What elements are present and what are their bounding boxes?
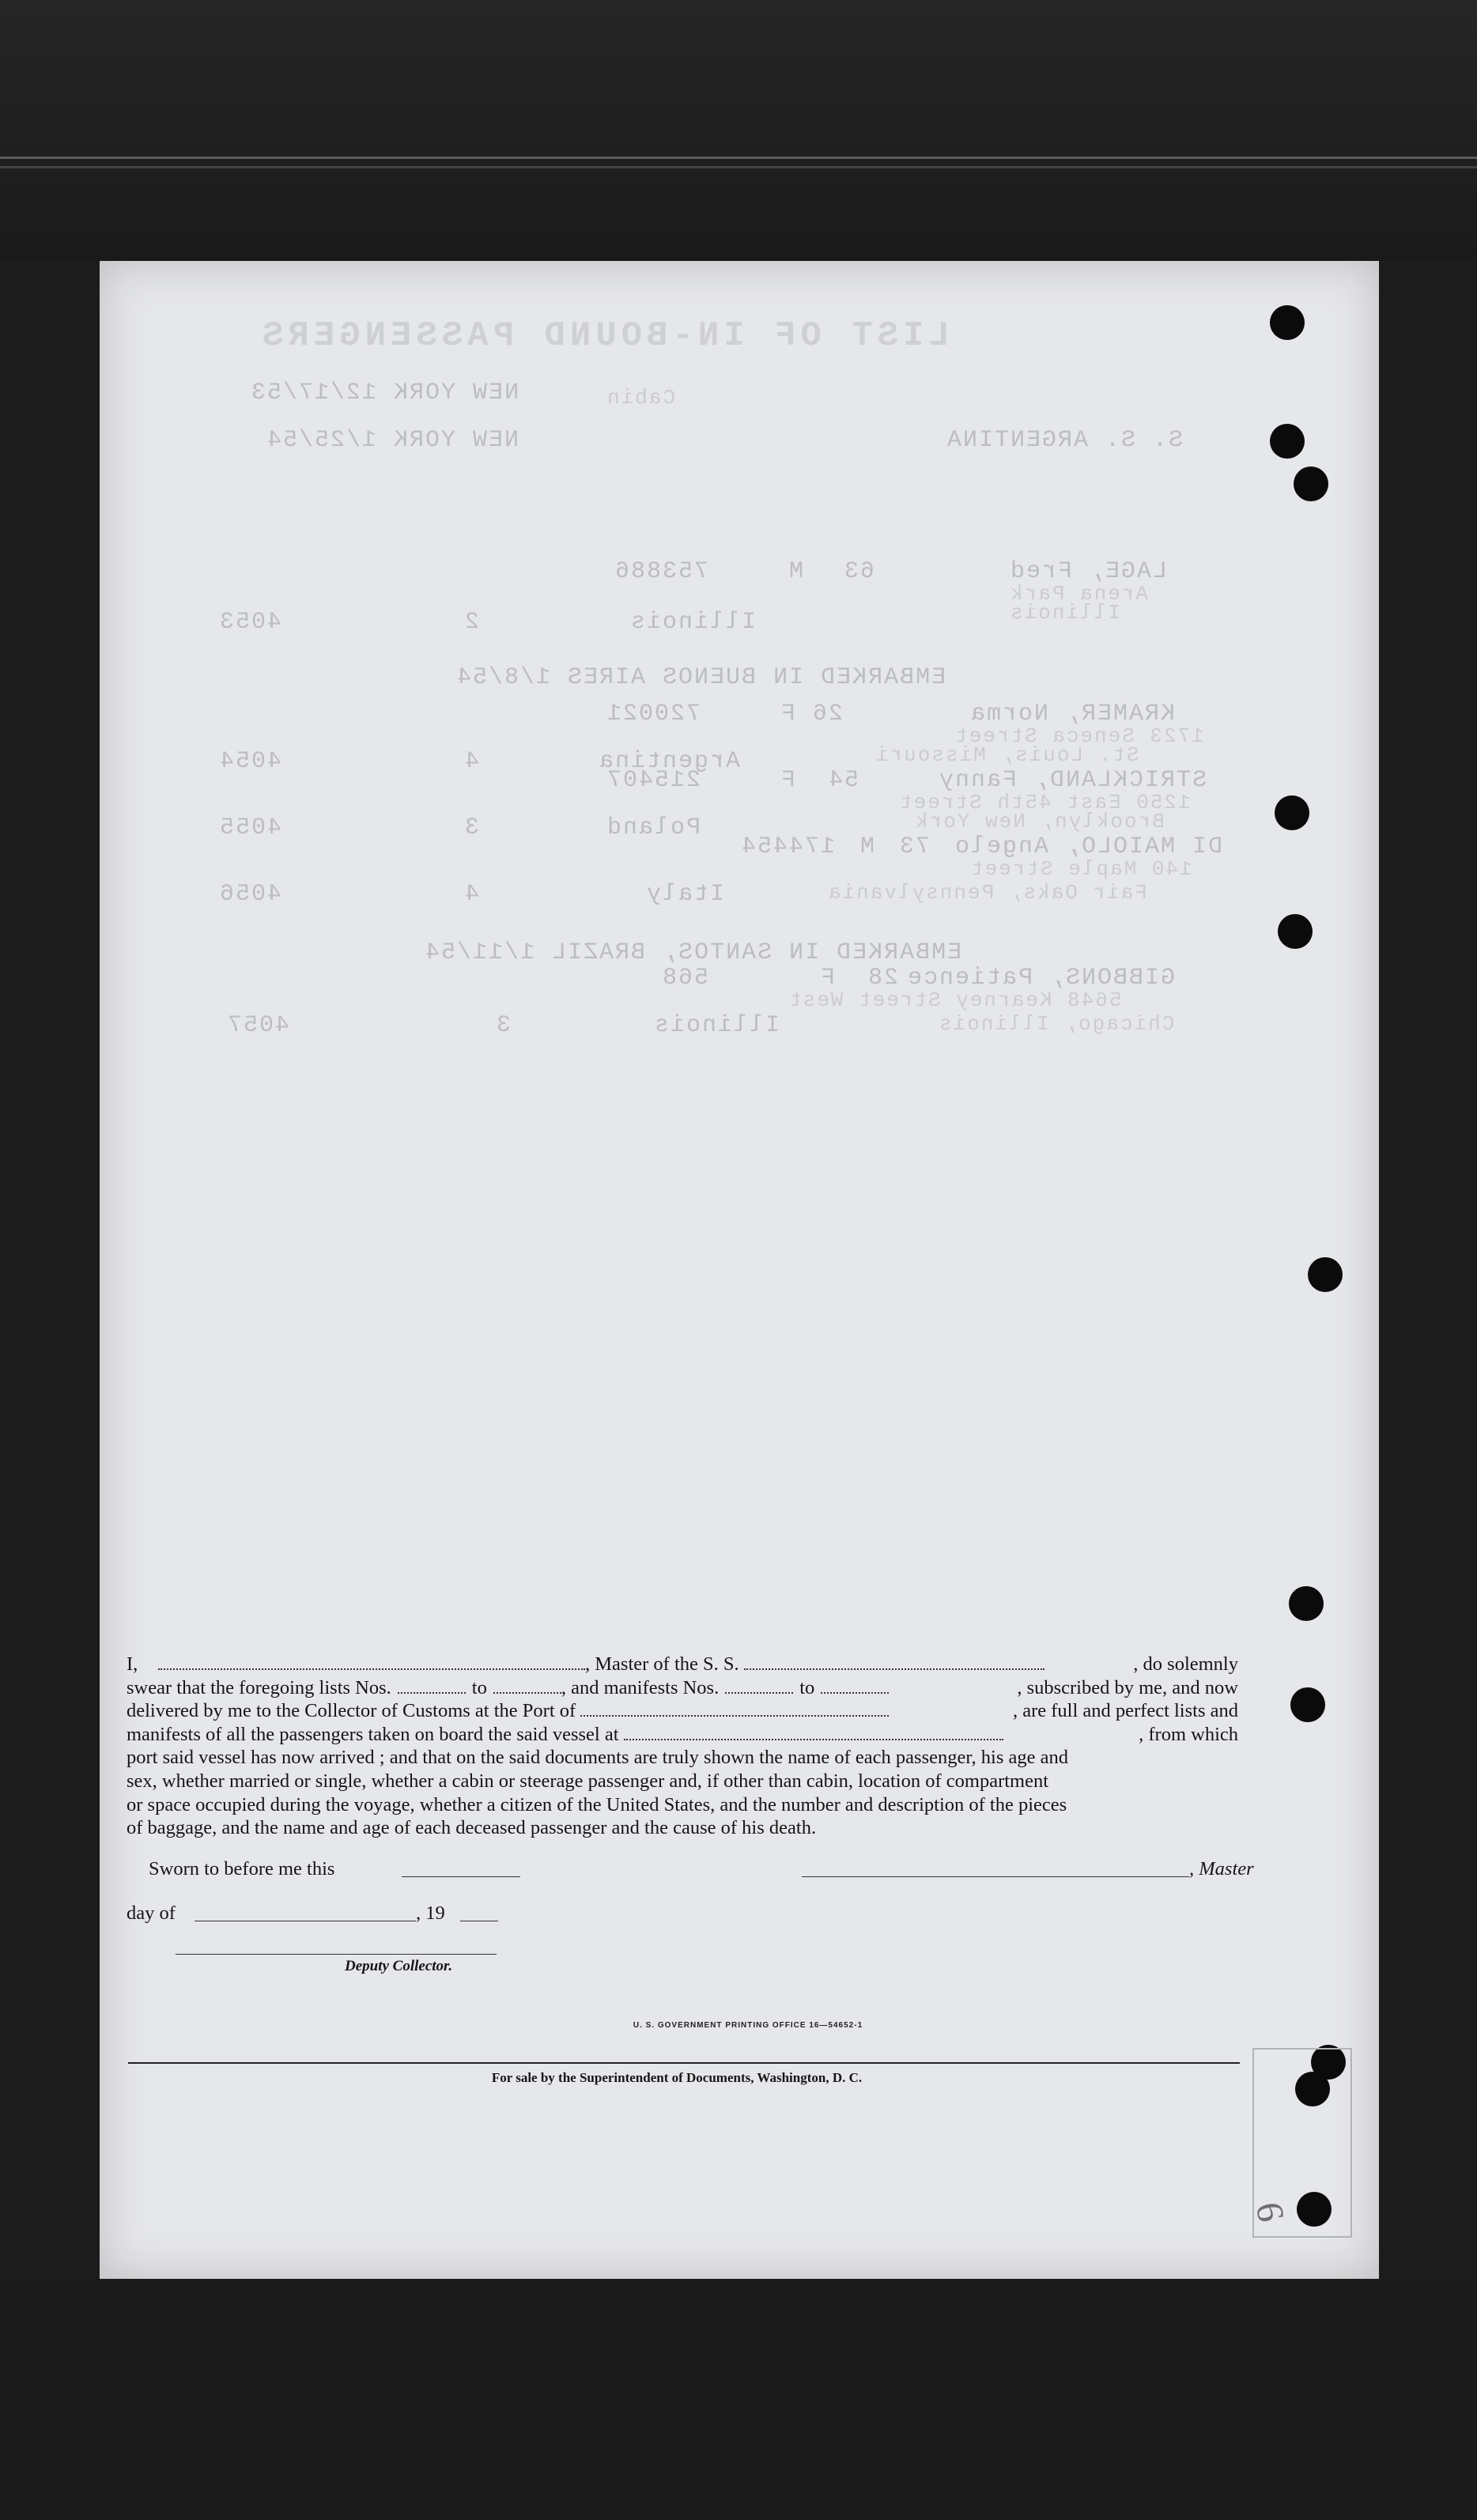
bleed-p1-age: 63 xyxy=(843,558,875,585)
oath-paragraph xyxy=(127,1653,1238,1840)
blank-list-from xyxy=(398,1678,466,1694)
sworn-label: Sworn to before me this xyxy=(149,1858,335,1880)
oath-text: to xyxy=(799,1676,815,1698)
blank-manifest-to xyxy=(821,1678,889,1694)
blank-port xyxy=(580,1701,889,1717)
punch-hole xyxy=(1275,795,1309,830)
bleed-p2-name: KRAMER, Norma xyxy=(969,701,1176,727)
bleed-p1-name: LAGE, Fred xyxy=(1009,558,1168,585)
bleed-p1-sex: M xyxy=(788,558,804,585)
bleed-embarked-1: EMBARKED IN BUENOS AIRES 1/8/54 xyxy=(455,664,946,691)
bleed-p1-id: 4053 xyxy=(218,609,282,636)
bleed-p5-name: GIBBONS, Patience xyxy=(906,965,1176,992)
scanner-line-1 xyxy=(0,157,1477,159)
bleed-p2-sex: F xyxy=(780,701,796,727)
bleed-p5-addr: 5648 Kearney Street West xyxy=(788,988,1122,1012)
blank-ship-name xyxy=(744,1654,1044,1670)
bleed-p5-id: 4057 xyxy=(226,1012,290,1039)
oath-text: , and manifests Nos. xyxy=(561,1676,720,1698)
bleed-cabin: Cabin xyxy=(606,386,676,410)
punch-hole xyxy=(1270,305,1305,340)
oath-line-1 xyxy=(127,1653,1238,1676)
oath-text: , Master of the S. S. xyxy=(585,1653,739,1675)
deputy-collector-label: Deputy Collector. xyxy=(345,1958,453,1974)
bleed-embarked-2: EMBARKED IN SANTOS, BRAZIL 1/11/54 xyxy=(424,939,962,966)
blank-master-name xyxy=(158,1654,585,1670)
bleed-p3-num: 215407 xyxy=(606,767,701,794)
oath-text: , do solemnly xyxy=(1133,1653,1238,1675)
year-line xyxy=(460,1920,498,1921)
bleed-header: LIST OF IN-BOUND PASSENGERS xyxy=(258,316,950,356)
bleed-p2-addr2: St. Louis, Missouri xyxy=(874,743,1139,767)
deputy-signature-line xyxy=(176,1953,497,1955)
punch-hole xyxy=(1294,467,1328,501)
bleed-p3-count: 3 xyxy=(463,814,480,841)
year-label: , 19 xyxy=(416,1902,445,1924)
bleed-p2-age: 26 xyxy=(811,701,844,727)
bleed-p5-num: 568 xyxy=(661,965,709,992)
pencil-page-number: 6 xyxy=(1247,2199,1293,2225)
oath-line-6: sex, whether married or single, whether a cabin or steerage passenger and, if other than cabin, location of compartment xyxy=(127,1770,1049,1792)
oath-text: , are full and perfect lists and xyxy=(1012,1700,1238,1722)
oath-line-7: or space occupied during the voyage, whether a citizen of the United States, and the number and description of the pieces xyxy=(127,1793,1067,1815)
bleed-ship: S. S. ARGENTINA xyxy=(946,427,1184,454)
bleed-p3-name: STRICKLAND, Fanny xyxy=(938,767,1207,794)
punch-hole xyxy=(1308,1257,1343,1292)
bleed-p1-num: 753886 xyxy=(614,558,709,585)
bleed-p5-count: 3 xyxy=(495,1012,512,1039)
bleed-p4-addr2: Fair Oaks, Pennsylvania xyxy=(827,881,1147,905)
punch-hole xyxy=(1278,914,1313,949)
oath-line-8: of baggage, and the name and age of each deceased passenger and the cause of his death. xyxy=(127,1817,817,1839)
bleed-p5-age: 28 xyxy=(867,965,899,992)
blank-vessel-origin xyxy=(624,1725,1003,1740)
bleed-p1-state: Illinois xyxy=(629,609,757,636)
oath-line-2 xyxy=(127,1676,1238,1700)
oath-text: , subscribed by me, and now xyxy=(1017,1676,1238,1698)
oath-text: swear that the foregoing lists Nos. xyxy=(127,1676,391,1698)
bleed-p2-addr: 1723 Seneca Street xyxy=(954,724,1204,748)
punch-hole xyxy=(1270,424,1305,459)
bleed-p4-state: Italy xyxy=(645,881,725,908)
scanner-background-top xyxy=(0,0,1477,261)
footer-divider xyxy=(128,2062,1240,2064)
bleed-p3-addr: 1250 East 45th Street xyxy=(898,791,1191,814)
bleed-p2-id: 4054 xyxy=(218,748,282,775)
punch-hole xyxy=(1289,1586,1324,1621)
day-of-label: day of xyxy=(127,1902,176,1924)
oath-line-3 xyxy=(127,1699,1238,1723)
bleed-date-2: NEW YORK 1/25/54 xyxy=(266,427,519,454)
for-sale-notice: For sale by the Superintendent of Documents, Washington, D. C. xyxy=(491,2070,863,2085)
master-label: , Master xyxy=(1189,1858,1254,1880)
bleed-p3-state: Poland xyxy=(606,814,701,841)
bleed-p4-sex: M xyxy=(859,833,875,860)
bleed-p3-sex: F xyxy=(780,767,796,794)
scanner-background-bottom xyxy=(0,2279,1477,2520)
sworn-date-line xyxy=(402,1876,520,1877)
bleed-p4-num: 174454 xyxy=(740,833,836,860)
bleed-p4-age: 73 xyxy=(898,833,931,860)
blank-manifest-from xyxy=(725,1678,793,1694)
punch-hole xyxy=(1290,1687,1325,1722)
bleed-p3-id: 4055 xyxy=(218,814,282,841)
bleed-date-1: NEW YORK 12/17/53 xyxy=(250,380,519,406)
bleed-p4-id: 4056 xyxy=(218,881,282,908)
bleed-p4-name: DI MAIOLO, Angelo xyxy=(954,833,1223,860)
oath-line-5: port said vessel has now arrived ; and that on the said documents are truly shown the name of each passenger, his age and xyxy=(127,1747,1069,1769)
master-signature-line xyxy=(802,1876,1189,1877)
oath-text: , from which xyxy=(1139,1723,1238,1745)
oath-text: delivered by me to the Collector of Customs at the Port of xyxy=(127,1700,576,1722)
signature-block xyxy=(127,1858,1254,1985)
bleed-p3-addr2: Brooklyn, New York xyxy=(914,810,1165,833)
bleed-p4-addr: 140 Maple Street xyxy=(969,857,1192,881)
oath-text: manifests of all the passengers taken on board the said vessel at xyxy=(127,1723,619,1745)
bleed-p2-count: 4 xyxy=(463,748,480,775)
oath-text: I, xyxy=(127,1653,138,1675)
bleed-p4-count: 4 xyxy=(463,881,480,908)
bleed-p1-addr2: Illinois xyxy=(1009,601,1120,625)
bleed-p3-age: 54 xyxy=(827,767,859,794)
bleed-p5-sex: F xyxy=(819,965,836,992)
bleed-p5-addr2: Chicago, Illinois xyxy=(938,1012,1175,1036)
bleed-p2-num: 720021 xyxy=(606,701,701,727)
bleed-p2-state: Argentina xyxy=(598,748,741,775)
scanner-line-2 xyxy=(0,166,1477,168)
bleed-p1-count: 2 xyxy=(463,609,480,636)
oath-text: to xyxy=(471,1676,487,1698)
printing-office-imprint: U. S. GOVERNMENT PRINTING OFFICE 16—54652-1 xyxy=(633,2021,863,2030)
blank-list-to xyxy=(493,1678,561,1694)
bleed-p1-addr: Arena Park xyxy=(1009,582,1149,606)
day-of-line xyxy=(195,1920,416,1921)
document-page xyxy=(100,261,1379,2279)
oath-line-4 xyxy=(127,1723,1238,1747)
bleed-p5-state: Illinois xyxy=(653,1012,780,1039)
